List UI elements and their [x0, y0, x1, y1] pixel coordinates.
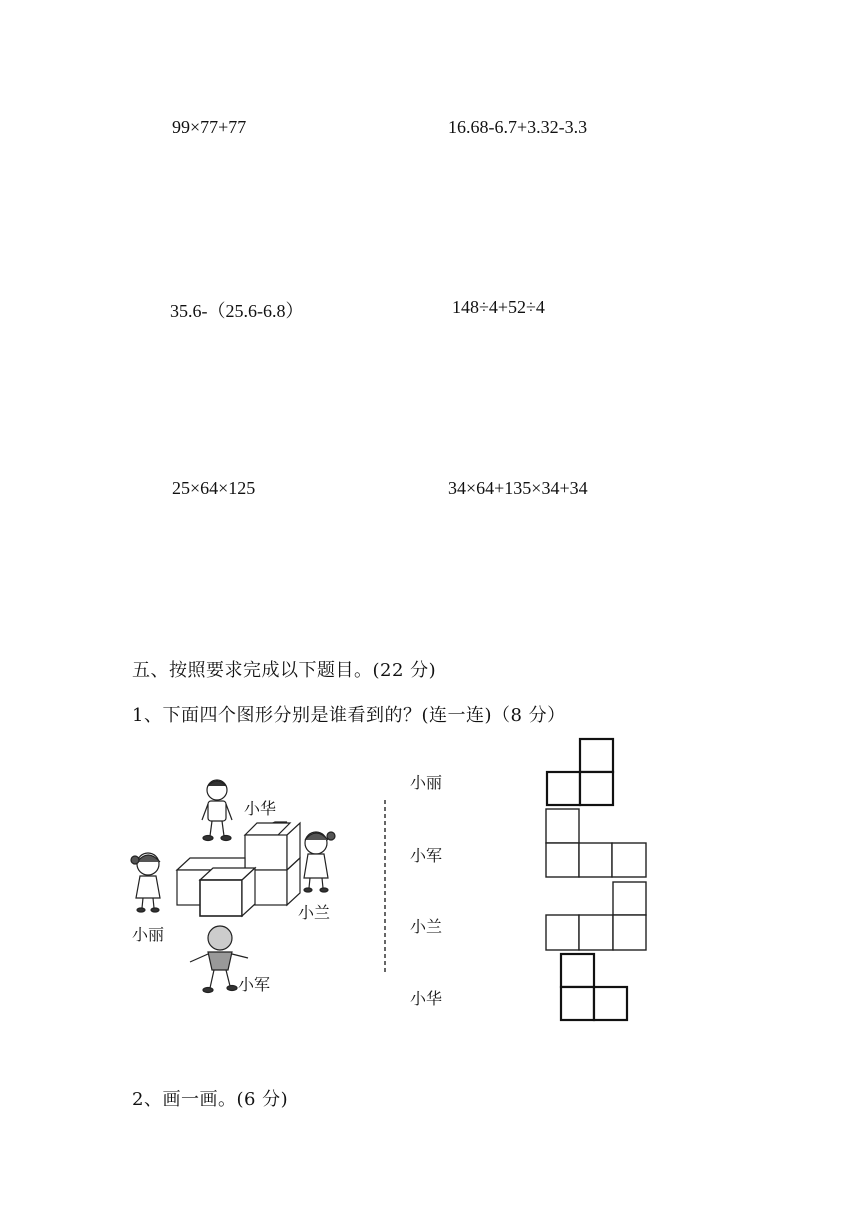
view-shape-2[interactable]: [546, 809, 646, 877]
view-label-3[interactable]: 小兰: [410, 917, 443, 936]
label-xiaolan: 小兰: [298, 903, 331, 922]
section-title: 五、按照要求完成以下题目。(22 分): [132, 660, 437, 681]
label-xiaoli: 小丽: [132, 925, 165, 944]
question-2-text: 2、画一画。(6 分): [132, 1089, 289, 1110]
view-label-1[interactable]: 小丽: [410, 773, 443, 792]
label-xiaojun: 小军: [238, 975, 271, 994]
girl-xiaolan-figure: [304, 832, 335, 892]
calc-2-left: 35.6-（25.6-6.8）: [170, 301, 304, 321]
girl-xiaoli-figure: [131, 853, 160, 912]
calc-3-right: 34×64+135×34+34: [448, 478, 588, 498]
label-xiaohua: 小华: [244, 799, 277, 818]
view-label-2[interactable]: 小军: [410, 846, 443, 865]
calc-2-right: 148÷4+52÷4: [452, 297, 545, 317]
question-1-text: 1、下面四个图形分别是谁看到的？(连一连)（8 分）: [132, 705, 566, 726]
calc-1-right: 16.68-6.7+3.32-3.3: [448, 117, 588, 137]
calc-3-left: 25×64×125: [172, 478, 256, 498]
view-label-4[interactable]: 小华: [410, 989, 443, 1008]
cube-stack: [177, 822, 300, 916]
view-shape-3[interactable]: [546, 882, 646, 950]
view-shape-4[interactable]: [561, 954, 627, 1020]
boy-xiaohua-figure: [202, 780, 232, 841]
view-shape-1[interactable]: [547, 739, 613, 805]
calc-1-left: 99×77+77: [172, 117, 247, 137]
view-shapes: [540, 735, 660, 1025]
cube-stack-illustration: [120, 770, 350, 1010]
dashed-divider: [380, 800, 390, 975]
